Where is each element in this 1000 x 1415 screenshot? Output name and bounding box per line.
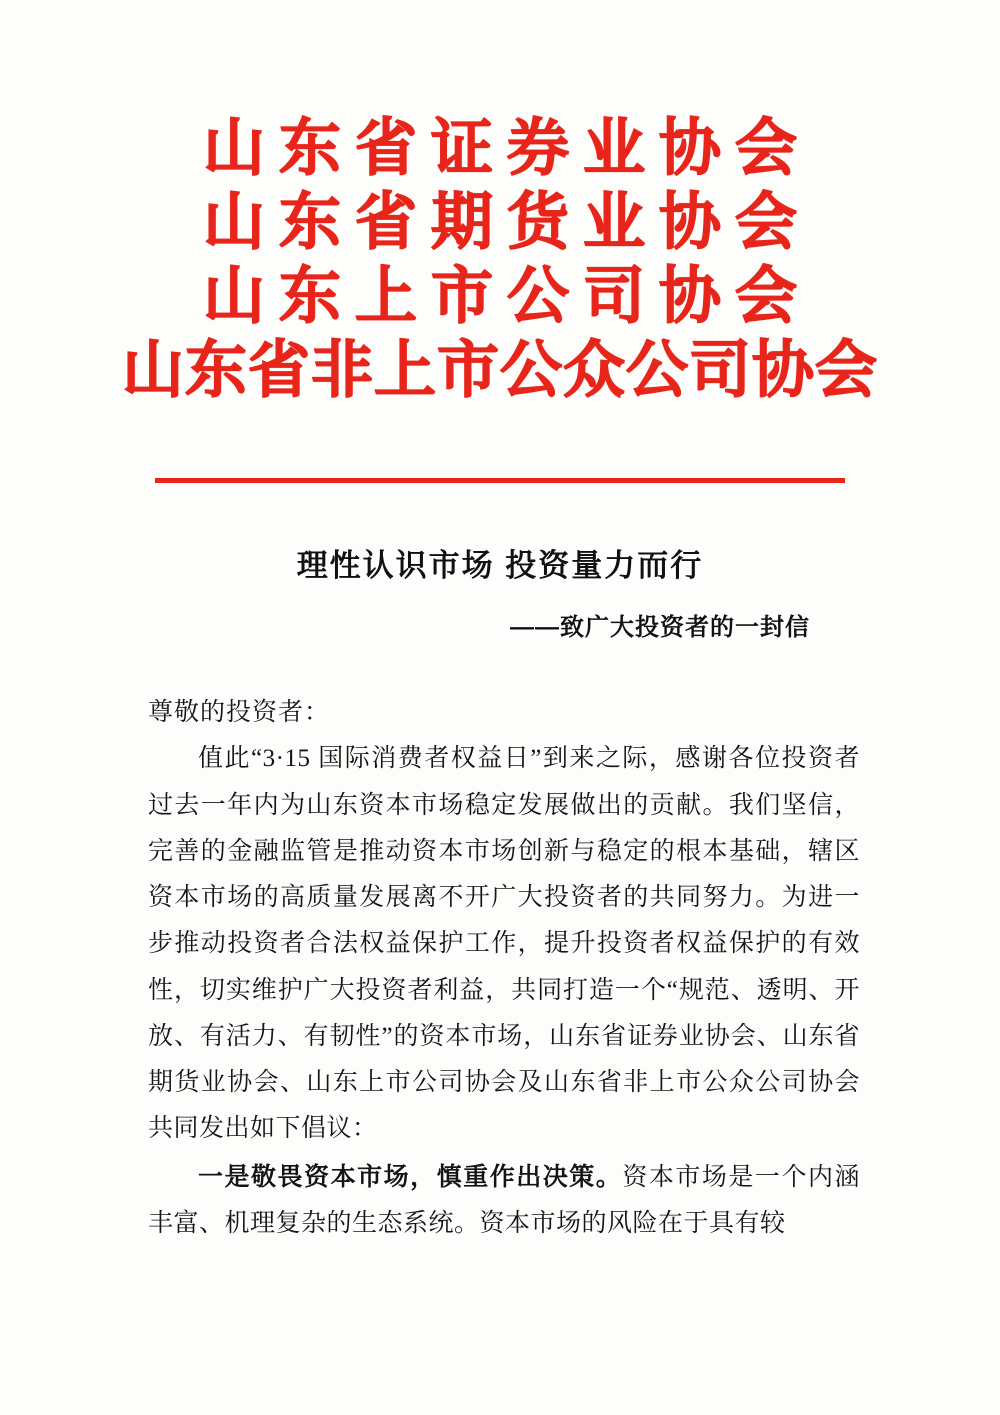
page-title: 理性认识市场 投资量力而行 — [296, 548, 704, 583]
letterhead-line-1: 山东省证券业协会 — [202, 115, 811, 183]
body-paragraph-2 — [148, 1155, 860, 1248]
body-paragraph-1: 值此“3·15 国际消费者权益日”到来之际，感谢各位投资者过去一年内为山东资本市场稳定发展做出的贡献。我们坚信，完善的金融监管是推动资本市场创新与稳定的根本基础，辖区资本市场的高质量发展离不开广大投资者的共同努力。为进一步推动投资者合法权益保护工作，提升投资者权益保护的有效性，切实维护广大投资者利益，共同打造一个“规范、透明、开放、有活力、有韧性”的资本市场，山东省证券业协会、山东省期货业协会、山东上市公司协会及山东省非上市公众公司协会共同发出如下倡议： — [148, 745, 860, 1143]
letterhead-divider — [155, 478, 845, 483]
title-block — [150, 540, 850, 642]
letterhead-line-2: 山东省期货业协会 — [202, 189, 811, 257]
item-one-rest: 资本市场是一个内涵丰富、机理复杂的生态系统。资本市场的风险在于具有较 — [148, 1163, 860, 1237]
item-one-lead: 一是敬畏资本市场，慎重作出决策。 — [198, 1163, 623, 1191]
document-body — [148, 690, 860, 1247]
letterhead — [0, 115, 1000, 405]
page-subtitle: ——致广大投资者的一封信 — [510, 614, 810, 641]
salutation: 尊敬的投资者： — [148, 699, 331, 726]
letterhead-line-4: 山东省非上市公众公司协会 — [121, 337, 878, 405]
letterhead-line-3: 山东上市公司协会 — [202, 263, 811, 331]
